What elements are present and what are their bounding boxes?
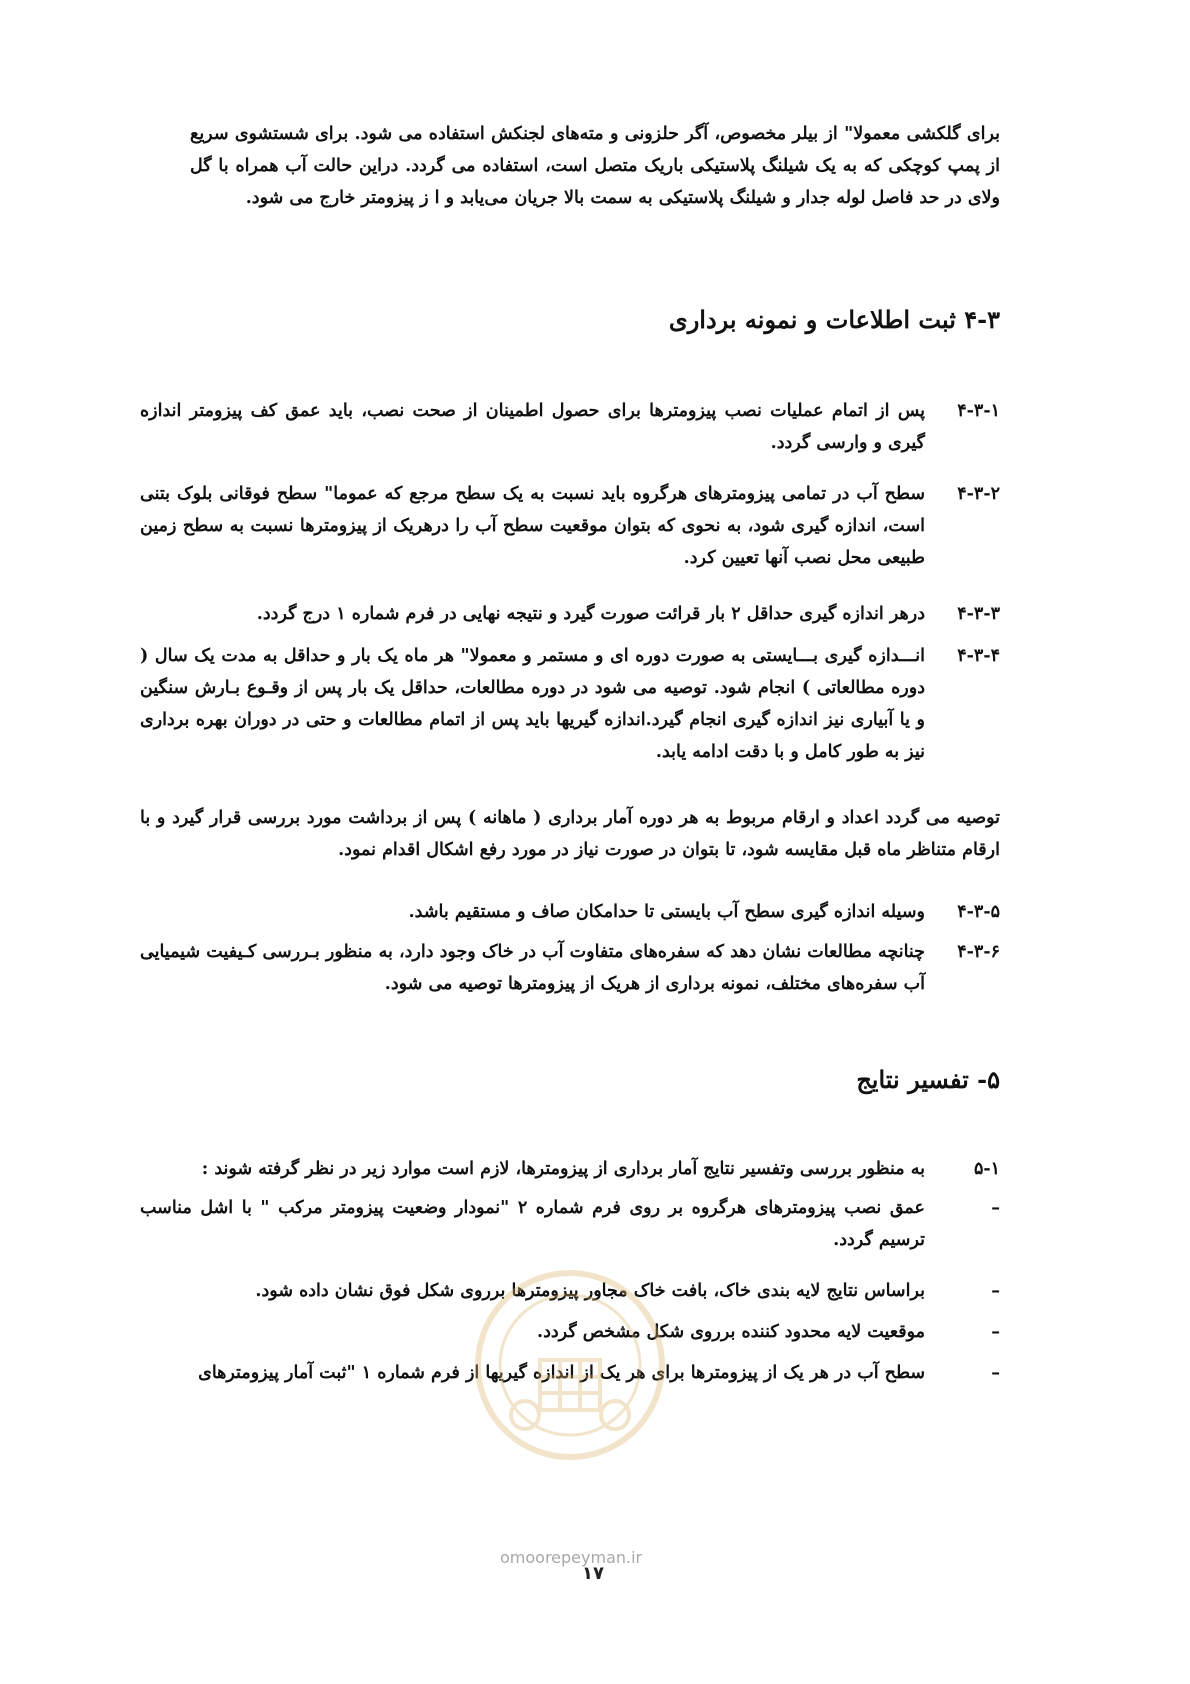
bullet-dash: –	[991, 1198, 1000, 1218]
item-number: ۵-۱	[973, 1159, 1000, 1179]
list-item-4-3-1	[140, 395, 1000, 459]
section-5-heading: ۵- تفسیر نتایج	[856, 1065, 1000, 1094]
section-4-3-heading: ۴-۳ ثبت اطلاعات و نمونه برداری	[668, 305, 1000, 334]
item-text: درهر اندازه گیری حداقل ۲ بار قرائت صورت گیرد و نتیجه نهایی در فرم شماره ۱ درج گردد.	[256, 604, 925, 624]
item-text: سطح آب در تمامی پیزومترهای هرگروه باید نسبت به یک سطح مرجع که عموما" سطح فوقانی بلوک بتنی است، اندازه گیری شود، به نحوی که بتوان موقعیت سطح آب را درهریک از پیزومترها نسبت به سطح زمین طبیعی محل نصب آنها تعیین کرد.	[140, 484, 925, 568]
bullet-item	[140, 1316, 1000, 1348]
bullet-item	[140, 1357, 1000, 1389]
item-number: ۴-۳-۲	[957, 484, 1000, 504]
item-text: وسیله اندازه گیری سطح آب بایستی تا حدامکان صاف و مستقیم باشد.	[408, 902, 925, 922]
list-item-4-3-3	[140, 598, 1000, 630]
item-number: ۴-۳-۶	[957, 942, 1000, 962]
list-item-5-1	[140, 1153, 1000, 1185]
intro-paragraph: برای گلکشی معمولا" از بیلر مخصوص، آگر حلزونی و مته‌های لجنکش استفاده می شود. برای شستشوی سریع از پمپ کوچکی که به یک شیلنگ پلاستیکی باریک متصل است، استفاده می گردد. دراین حالت آب همراه با گل ولای در حد فاصل لوله جدار و شیلنگ پلاستیکی به سمت بالا جریان می‌یابد و ا ز پیزومتر خارج می شود.	[190, 124, 1000, 208]
page-number: ۱۷	[582, 1563, 604, 1584]
item-number: ۴-۳-۳	[957, 604, 1000, 624]
item-text: پس از اتمام عملیات نصب پیزومترها برای حصول اطمینان از صحت نصب، باید عمق کف پیزومتر اندازه گیری و وارسی گردد.	[140, 401, 925, 453]
list-item-4-3-6	[140, 936, 1000, 1000]
bullet-text: موقعیت لایه محدود کننده برروی شکل مشخص گردد.	[536, 1322, 925, 1342]
item-number: ۴-۳-۵	[957, 902, 1000, 922]
bullet-text: سطح آب در هر یک از پیزومترها برای هر یک از اندازه گیریها از فرم شماره ۱ "ثبت آمار پیزومترهای	[198, 1363, 925, 1383]
item-4-3-4-note: توصیه می گردد اعداد و ارقام مربوط به هر دوره آمار برداری ( ماهانه ) پس از برداشت مورد بررسی قرار گیرد و با ارقام متناظر ماه قبل مقایسه شود، تا بتوان در صورت نیاز در مورد رفع اشکال اقدام نمود.	[140, 808, 1000, 860]
list-item-4-3-4	[140, 640, 1000, 768]
bullet-dash: –	[991, 1363, 1000, 1383]
item-text: به منظور بررسی وتفسیر نتایج آمار برداری از پیزومترها، لازم است موارد زیر در نظر گرفته شوند :	[201, 1159, 925, 1179]
bullet-item	[140, 1192, 1000, 1256]
bullet-dash: –	[991, 1281, 1000, 1301]
bullet-text: براساس نتایج لایه بندی خاک، بافت خاک مجاور پیزومترها برروی شکل فوق نشان داده شود.	[255, 1281, 925, 1301]
bullet-item	[140, 1275, 1000, 1307]
item-number: ۴-۳-۴	[957, 646, 1000, 666]
item-text: انـــدازه گیری بـــایستی به صورت دوره ای و مستمر و معمولا" هر ماه یک بار و حداقل به مدت یک سال ( دوره مطالعاتی ) انجام شود. توصیه می شود در دوره مطالعات، حداقل یک بار پس از وقـوع بـارش سنگین و یا آبیاری نیز اندازه گیری انجام گیرد.اندازه گیریها باید پس از اتمام مطالعات و حتی در دوران بهره برداری نیز به طور کامل و با دقت ادامه یابد.	[140, 646, 925, 762]
list-item-4-3-2	[140, 478, 1000, 574]
bullet-text: عمق نصب پیزومترهای هرگروه بر روی فرم شماره ۲ "نمودار وضعیت پیزومتر مرکب " با اشل مناسب ترسیم گردد.	[140, 1198, 925, 1250]
item-text: چنانچه مطالعات نشان دهد که سفره‌های متفاوت آب در خاک وجود دارد، به منظور بـررسی کـیفیت شیمیایی آب سفره‌های مختلف، نمونه برداری از هریک از پیزومترها توصیه می شود.	[140, 942, 925, 994]
item-number: ۴-۳-۱	[957, 401, 1000, 421]
list-item-4-3-5	[140, 896, 1000, 928]
bullet-dash: –	[991, 1322, 1000, 1342]
watermark-site: omoorepeyman.ir	[500, 1548, 643, 1567]
